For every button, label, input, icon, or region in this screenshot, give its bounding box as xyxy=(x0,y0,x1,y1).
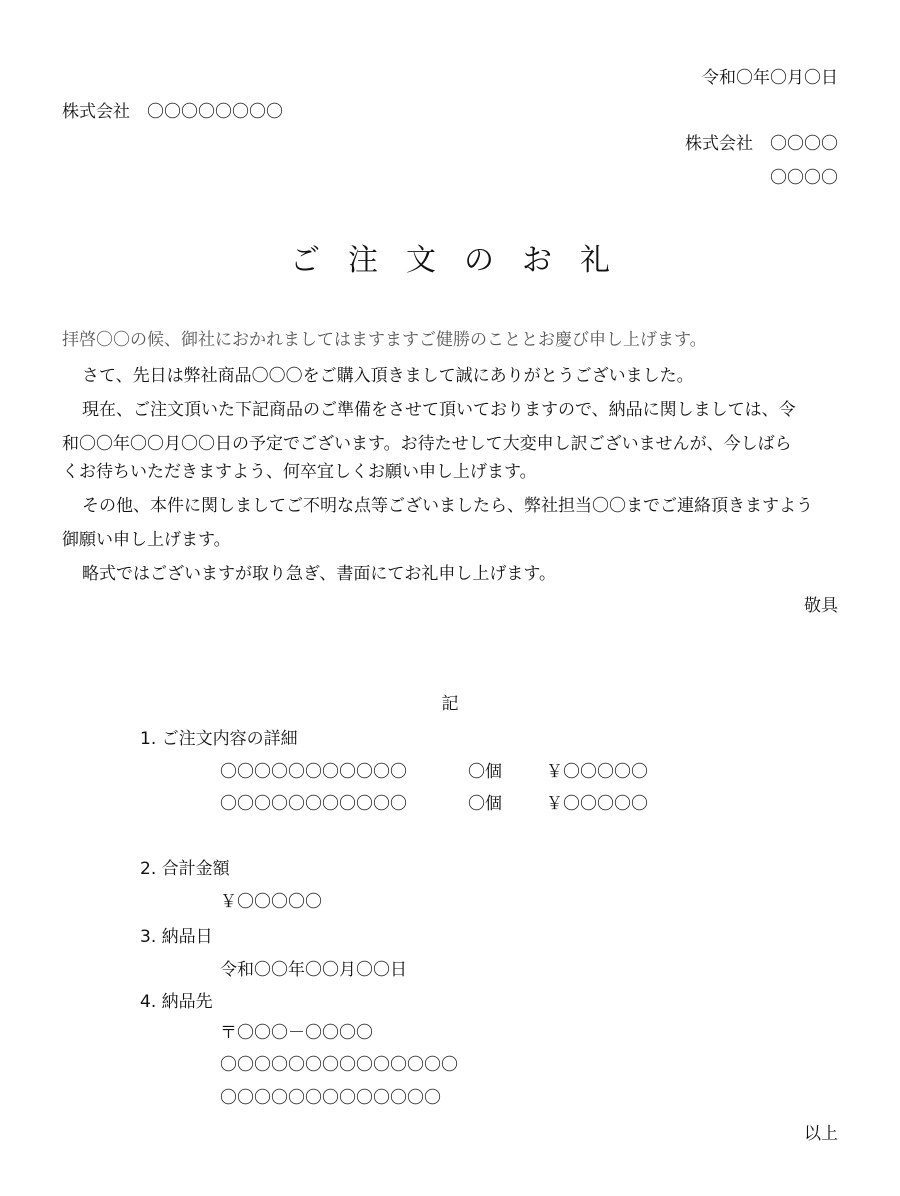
body-line: 現在、ご注文頂いた下記商品のご準備をさせて頂いておりますので、納品に関しましては、令 xyxy=(82,400,796,420)
body-line: 略式ではございますが取り急ぎ、書面にてお礼申し上げます。 xyxy=(82,564,556,584)
body-line: さて、先日は弊社商品〇〇〇をご購入頂きまして誠にありがとうございました。 xyxy=(82,366,694,386)
address-line: 〇〇〇〇〇〇〇〇〇〇〇〇〇 xyxy=(220,1088,441,1108)
postal-code: 〒〇〇〇－〇〇〇〇 xyxy=(220,1023,373,1043)
order-item-name: 〇〇〇〇〇〇〇〇〇〇〇 xyxy=(220,762,407,782)
letter-date: 令和〇年〇月〇日 xyxy=(702,68,838,88)
recipient-company: 株式会社 〇〇〇〇〇〇〇〇 xyxy=(62,102,283,122)
section-total-amount: 2. 合計金額 xyxy=(140,859,230,879)
order-item-price: ￥〇〇〇〇〇 xyxy=(546,762,648,782)
document-title: ご注文のお礼 xyxy=(290,243,638,278)
section-delivery-date: 3. 納品日 xyxy=(140,927,213,947)
body-line: 和〇〇年〇〇月〇〇日の予定でございます。お待たせして大変申し訳ございませんが、今しばら xyxy=(62,434,792,454)
sender-company: 株式会社 〇〇〇〇 xyxy=(685,134,838,154)
order-item-qty: 〇個 xyxy=(468,762,502,782)
section-order-details: 1. ご注文内容の詳細 xyxy=(140,729,298,749)
record-heading: 記 xyxy=(441,694,459,714)
sender-name: 〇〇〇〇 xyxy=(770,168,838,188)
body-line: 御願い申し上げます。 xyxy=(62,530,231,550)
total-amount-value: ￥〇〇〇〇〇 xyxy=(220,892,322,912)
address-line: 〇〇〇〇〇〇〇〇〇〇〇〇〇〇 xyxy=(220,1055,458,1075)
order-item-price: ￥〇〇〇〇〇 xyxy=(546,794,648,814)
order-item-name: 〇〇〇〇〇〇〇〇〇〇〇 xyxy=(220,794,407,814)
closing-keigu: 敬具 xyxy=(804,596,838,616)
greeting-line: 拝啓〇〇の候、御社におかれましてはますますご健勝のこととお慶び申し上げます。 xyxy=(62,330,707,350)
body-line: その他、本件に関しましてご不明な点等ございましたら、弊社担当〇〇までご連絡頂きますよう xyxy=(82,496,813,516)
order-item-qty: 〇個 xyxy=(468,794,502,814)
body-line: くお待ちいただきますよう、何卒宜しくお願い申し上げます。 xyxy=(62,462,537,482)
closing-ijo: 以上 xyxy=(804,1124,838,1144)
section-delivery-address: 4. 納品先 xyxy=(140,992,213,1012)
delivery-date-value: 令和〇〇年〇〇月〇〇日 xyxy=(220,960,407,980)
